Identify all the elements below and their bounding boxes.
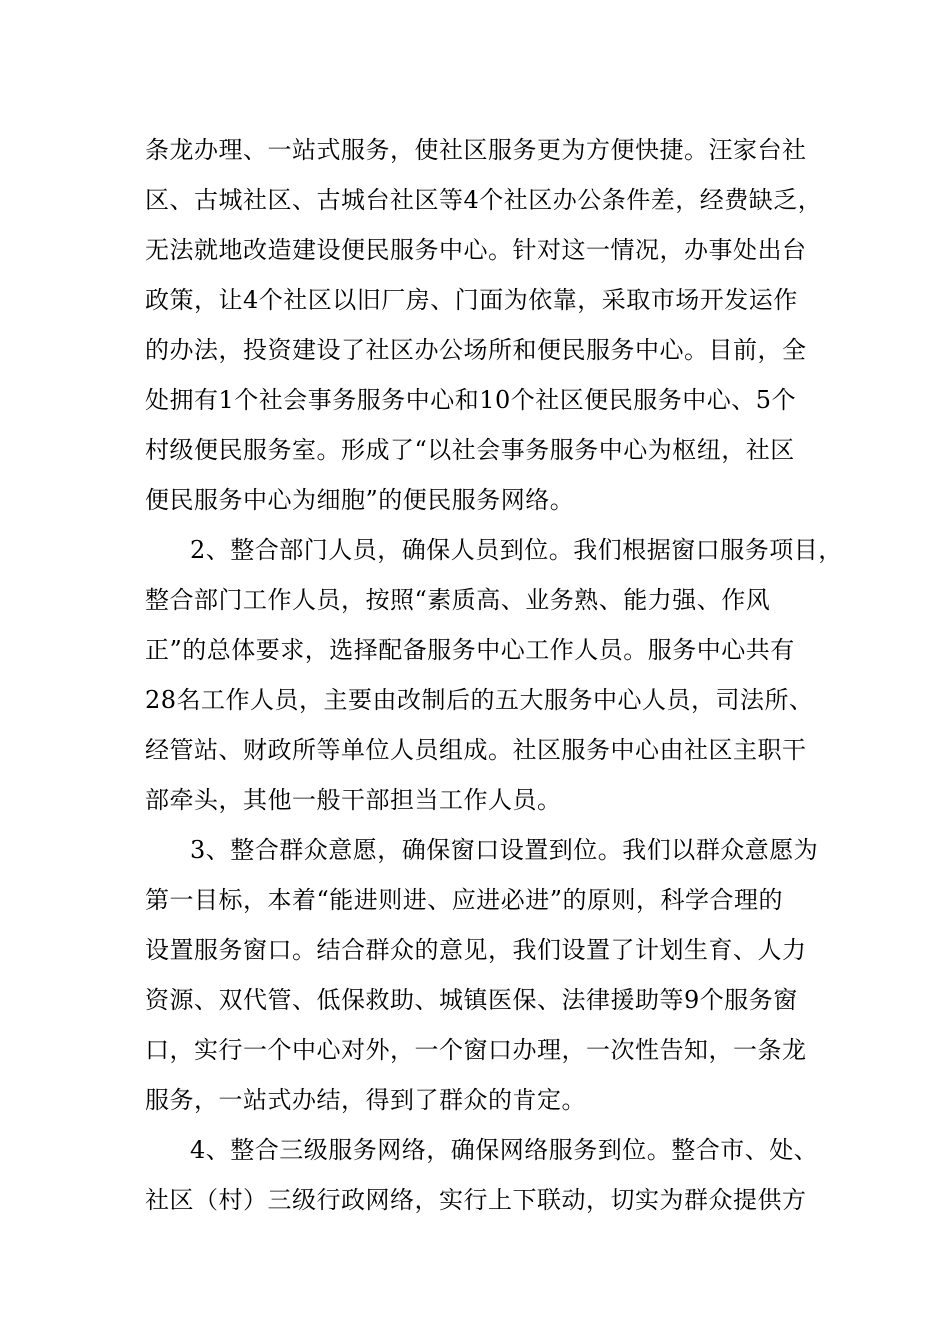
text-line: 部牵头，其他一般干部担当工作人员。 [145,786,562,814]
text-line: 无法就地改造建设便民服务中心。针对这一情况，办事处出台 [145,236,807,264]
text-line: 设置服务窗口。结合群众的意见，我们设置了计划生育、人力 [145,936,807,964]
text-line: 处拥有1个社会事务服务中心和10个社区便民服务中心、5个 [145,386,797,414]
text-line: 便民服务中心为细胞”的便民服务网络。 [145,486,575,514]
text-line: 28名工作人员，主要由改制后的五大服务中心人员，司法所、 [145,686,814,714]
text-line: 区、古城社区、古城台社区等4个社区办公条件差，经费缺乏， [145,186,823,214]
text-line: 社区（村）三级行政网络，实行上下联动，切实为群众提供方 [145,1186,807,1214]
text-line: 整合部门工作人员，按照“素质高、业务熟、能力强、作风 [145,586,771,614]
text-line: 的办法，投资建设了社区办公场所和便民服务中心。目前，全 [145,336,807,364]
text-line: 服务，一站式办结，得到了群众的肯定。 [145,1086,586,1114]
text-line: 经管站、财政所等单位人员组成。社区服务中心由社区主职干 [145,736,807,764]
paragraph-4-heading-line: 4、整合三级服务网络，确保网络服务到位。整合市、处、 [190,1136,819,1164]
text-line: 第一目标，本着“能进则进、应进必进”的原则，科学合理的 [145,886,784,914]
text-line: 口，实行一个中心对外，一个窗口办理，一次性告知，一条龙 [145,1036,807,1064]
text-line: 政策，让4个社区以旧厂房、门面为依靠，采取市场开发运作 [145,286,798,314]
text-line: 正”的总体要求，选择配备服务中心工作人员。服务中心共有 [145,636,795,664]
text-line: 村级便民服务室。形成了“以社会事务服务中心为枢纽，社区 [145,436,795,464]
text-line: 条龙办理、一站式服务，使社区服务更为方便快捷。汪家台社 [145,136,807,164]
paragraph-3-heading-line: 3、整合群众意愿，确保窗口设置到位。我们以群众意愿为 [190,836,819,864]
paragraph-2-heading-line: 2、整合部门人员，确保人员到位。我们根据窗口服务项目， [190,536,843,564]
text-line: 资源、双代管、低保救助、城镇医保、法律援助等9个服务窗 [145,986,798,1014]
